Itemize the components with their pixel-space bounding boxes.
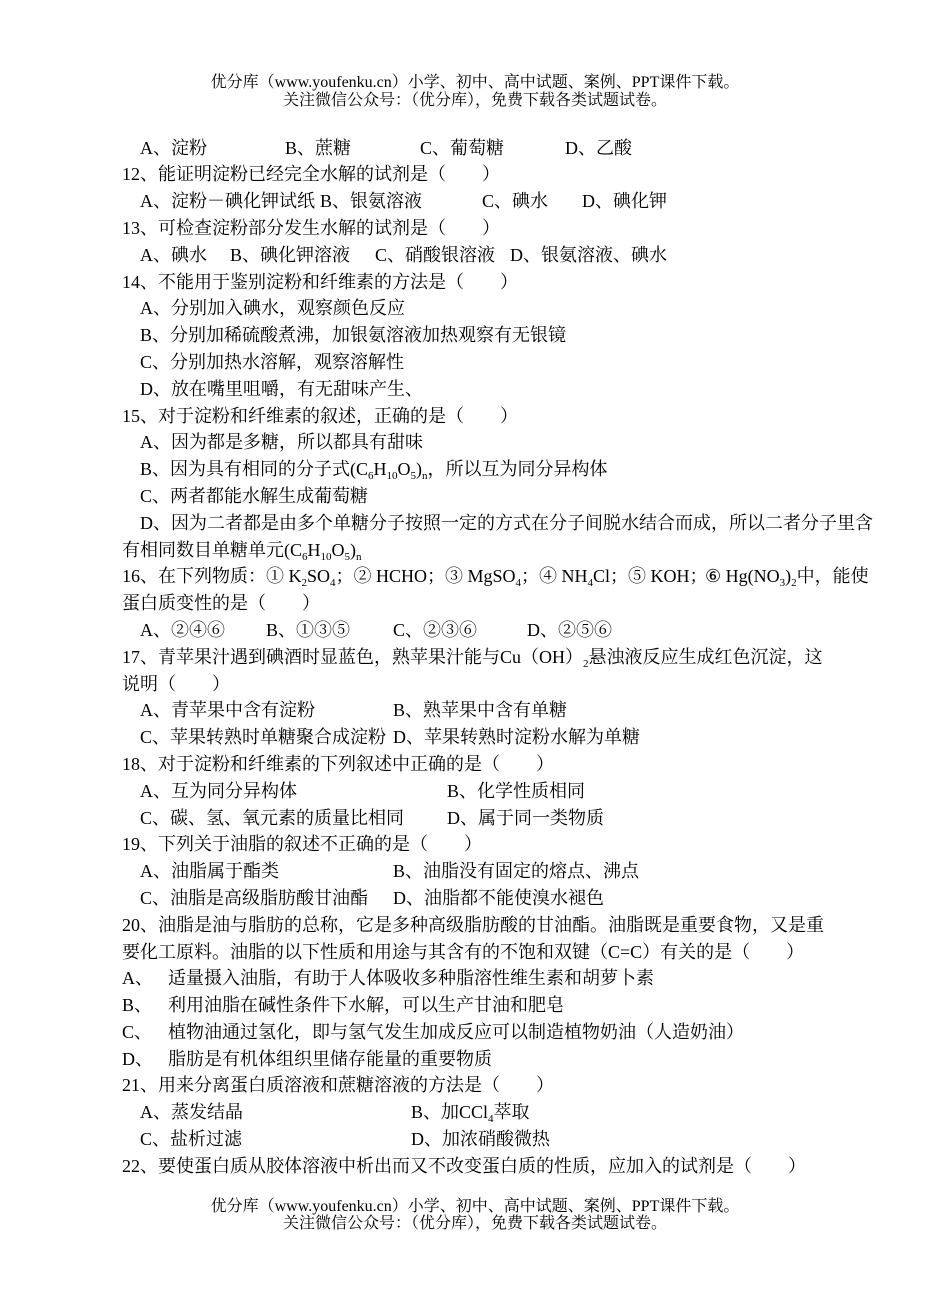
q14-option-b-row [0, 322, 950, 349]
q17-option-b: B、熟苹果中含有单糖 [393, 700, 568, 721]
q21-option-c: C、盐析过滤 [140, 1129, 243, 1150]
q11-option-a: A、淀粉 [140, 137, 207, 158]
q15-option-a-row [0, 429, 950, 456]
q13-option-d: D、银氨溶液、碘水 [510, 244, 667, 265]
q14-option-b: B、分别加稀硫酸煮沸，加银氨溶液加热观察有无银镜 [140, 325, 567, 346]
page-footer-line-2: 关注微信公众号：（优分库），免费下载各类试题试卷。 [282, 1215, 667, 1232]
q20-stem-row-2 [0, 939, 950, 966]
q19-options-row-2 [0, 885, 950, 912]
q15-option-d-line-2 [122, 537, 362, 564]
formula-subscript: 6 [302, 550, 308, 563]
q16-stem-text: 16、在下列物质：① K [122, 566, 302, 587]
q18-stem-row [0, 751, 950, 778]
q21-options-row-1 [0, 1099, 950, 1126]
page-footer-line-1: 优分库（www.youfenku.cn）小学、初中、高中试题、案例、PPT课件下载。 [210, 1198, 740, 1215]
q19-options-row-1 [0, 858, 950, 885]
q18-stem: 18、对于淀粉和纤维素的下列叙述中正确的是（ ） [122, 753, 554, 774]
q21-option-b-text: 萃取 [493, 1102, 530, 1123]
q14-stem-row [0, 269, 950, 296]
q13-option-c: C、硝酸银溶液 [375, 244, 496, 265]
formula-subscript: 6 [368, 470, 374, 483]
q19-option-b: B、油脂没有固定的熔点、沸点 [393, 861, 640, 882]
q16-option-c: C、②③⑥ [393, 619, 478, 640]
q16-option-b: B、①③⑤ [266, 619, 351, 640]
q17-stem-row [0, 644, 950, 671]
q20-stem-line-2: 要化工原料。油脂的以下性质和用途与其含有的不饱和双键（C=C）有关的是（ ） [122, 941, 805, 962]
q15-option-d-text: H [307, 539, 321, 560]
formula-subscript: 2 [583, 657, 589, 670]
q12-options-row [0, 188, 950, 215]
q20-option-c-row [0, 1019, 950, 1046]
q13-stem: 13、可检查淀粉部分发生水解的试剂是（ ） [122, 217, 500, 238]
q19-stem: 19、下列关于油脂的叙述不正确的是（ ） [122, 834, 482, 855]
q20-option-b-text: 利用油脂在碱性条件下水解，可以生产甘油和肥皂 [168, 995, 564, 1016]
formula-subscript: 3 [779, 577, 786, 590]
q18-options-row-1 [0, 778, 950, 805]
q12-stem-row [0, 161, 950, 188]
q17-stem-row-2 [0, 671, 950, 698]
q13-option-b: B、碘化钾溶液 [230, 244, 351, 265]
formula-subscript: 10 [386, 470, 398, 483]
q15-option-b-row [0, 456, 950, 483]
q15-option-b-text: H [373, 459, 387, 480]
q18-option-d: D、属于同一类物质 [447, 807, 604, 828]
q14-option-a: A、分别加入碘水，观察颜色反应 [140, 298, 405, 319]
q20-option-c-text: 植物油通过氢化，即与氢气发生加成反应可以制造植物奶油（人造奶油） [168, 1021, 744, 1042]
q12-option-a: A、淀粉－碘化钾试纸 [140, 191, 315, 212]
q21-option-d: D、加浓硝酸微热 [411, 1129, 550, 1150]
q20-option-a-row [0, 965, 950, 992]
q16-option-d: D、②⑤⑥ [527, 619, 612, 640]
page-header-line-2: 关注微信公众号：（优分库），免费下载各类试题试卷。 [282, 92, 667, 109]
q16-stem-text: ) [785, 566, 792, 587]
formula-subscript: 10 [320, 550, 332, 563]
q20-option-a-text: 适量摄入油脂，有助于人体吸收多种脂溶性维生素和胡萝卜素 [168, 968, 654, 989]
q14-option-c-row [0, 349, 950, 376]
q20-stem-line-1: 20、油脂是油与脂肪的总称，它是多种高级脂肪酸的甘油酯。油脂既是重要食物，又是重 [122, 914, 824, 935]
q17-stem-text: 17、青苹果汁遇到碘酒时显蓝色，熟苹果汁能与Cu（OH） [122, 646, 584, 667]
q14-option-a-row [0, 295, 950, 322]
formula-subscript: 2 [791, 577, 797, 590]
q19-stem-row [0, 831, 950, 858]
formula-subscript: 4 [488, 1113, 494, 1126]
q21-option-b [411, 1099, 530, 1126]
q20-option-a-label: A、 [122, 968, 153, 989]
q13-stem-row [0, 215, 950, 242]
q15-option-b [140, 456, 608, 483]
q21-option-a: A、蒸发结晶 [140, 1102, 243, 1123]
q17-stem-line-1 [122, 644, 823, 671]
formula-subscript: 2 [301, 577, 307, 590]
q21-stem-row [0, 1072, 950, 1099]
q18-options-row-2 [0, 805, 950, 832]
q15-option-c: C、两者都能水解生成葡萄糖 [140, 485, 369, 506]
q17-stem-line-2: 说明（ ） [122, 673, 230, 694]
q20-option-d-text: 脂肪是有机体组织里储存能量的重要物质 [168, 1048, 492, 1069]
q19-option-c: C、油脂是高级脂肪酸甘油酯 [140, 887, 369, 908]
q16-option-a: A、②④⑥ [140, 619, 225, 640]
q18-option-a: A、互为同分异构体 [140, 780, 297, 801]
q21-stem: 21、用来分离蛋白质溶液和蔗糖溶液的方法是（ ） [122, 1075, 554, 1096]
q15-option-b-text: O [397, 459, 411, 480]
q15-option-d-line-1: D、因为二者都是由多个单糖分子按照一定的方式在分子间脱水结合而成，所以二者分子里含 [140, 512, 873, 533]
formula-subscript: 4 [587, 577, 594, 590]
q20-option-d-label: D、 [122, 1048, 153, 1069]
q17-options-row-1 [0, 697, 950, 724]
q16-stem-text: ；④ NH [521, 566, 588, 587]
q17-stem-text: 悬浊液反应生成红色沉淀，这 [588, 646, 823, 667]
q12-option-b: B、银氨溶液 [320, 191, 423, 212]
q20-option-b-label: B、 [122, 995, 153, 1016]
q16-stem-part-2 [705, 563, 869, 590]
q14-option-d-row [0, 376, 950, 403]
question-list [0, 135, 950, 1180]
formula-subscript: 5 [344, 550, 350, 563]
formula-subscript: n [356, 550, 362, 563]
formula-subscript: 4 [515, 577, 522, 590]
q14-option-d: D、放在嘴里咀嚼，有无甜味产生、 [140, 378, 423, 399]
q15-option-d-text: 有相同数目单糖单元(C [122, 539, 302, 560]
q22-stem-row [0, 1153, 950, 1180]
q20-stem-row [0, 912, 950, 939]
q12-option-d: D、碘化钾 [582, 191, 667, 212]
q14-stem: 14、不能用于鉴别淀粉和纤维素的方法是（ ） [122, 271, 518, 292]
q16-stem-text: 中，能使 [796, 566, 869, 587]
q18-option-c: C、碳、氢、氧元素的质量比相同 [140, 807, 405, 828]
q15-option-c-row [0, 483, 950, 510]
q16-stem-row-2 [0, 590, 950, 617]
q15-option-d-text: ) [350, 539, 356, 560]
q15-option-b-text: ) [416, 459, 423, 480]
q16-options-row [0, 617, 950, 644]
q21-options-row-2 [0, 1126, 950, 1153]
q20-option-c-label: C、 [122, 1021, 153, 1042]
q19-option-a: A、油脂属于酯类 [140, 861, 279, 882]
q16-stem-text: ⑥ Hg(NO [705, 566, 780, 587]
q20-option-b-row [0, 992, 950, 1019]
q15-stem: 15、对于淀粉和纤维素的叙述，正确的是（ ） [122, 405, 518, 426]
q15-option-d-text: O [331, 539, 345, 560]
q17-option-a: A、青苹果中含有淀粉 [140, 700, 315, 721]
q21-option-b-text: B、加CCl [411, 1102, 489, 1123]
q18-option-b: B、化学性质相同 [447, 780, 586, 801]
q15-option-d-row [0, 510, 950, 537]
q16-stem-part-1 [122, 563, 708, 590]
q16-stem-text: ；② HCHO；③ MgSO [335, 566, 516, 587]
q12-stem: 12、能证明淀粉已经完全水解的试剂是（ ） [122, 164, 500, 185]
q11-option-c: C、葡萄糖 [420, 137, 505, 158]
q19-option-d: D、油脂都不能使溴水褪色 [393, 887, 604, 908]
q16-stem-row [0, 563, 950, 590]
formula-subscript: 5 [410, 470, 417, 483]
q15-option-b-text: ，所以互为同分异构体 [427, 459, 608, 480]
page-header-line-1: 优分库（www.youfenku.cn）小学、初中、高中试题、案例、PPT课件下载。 [210, 74, 740, 91]
q22-stem: 22、要使蛋白质从胶体溶液中析出而又不改变蛋白质的性质，应加入的试剂是（ ） [122, 1155, 806, 1176]
q15-option-d-row-2 [0, 537, 950, 564]
q15-stem-row [0, 403, 950, 430]
q16-stem-text: Cl；⑤ KOH； [593, 566, 708, 587]
q20-option-d-row [0, 1046, 950, 1073]
q11-option-b: B、蔗糖 [285, 137, 352, 158]
q16-stem-line-2: 蛋白质变性的是（ ） [122, 593, 320, 614]
q13-options-row [0, 242, 950, 269]
q15-option-a: A、因为都是多糖，所以都具有甜味 [140, 432, 423, 453]
q17-options-row-2 [0, 724, 950, 751]
q15-option-b-text: B、因为具有相同的分子式(C [140, 459, 369, 480]
formula-subscript: n [422, 470, 428, 483]
formula-subscript: 4 [330, 577, 336, 590]
q17-option-c: C、苹果转熟时单糖聚合成淀粉 [140, 727, 387, 748]
q17-option-d: D、苹果转熟时淀粉水解为单糖 [393, 727, 640, 748]
q11-options-row [0, 135, 950, 162]
q13-option-a: A、碘水 [140, 244, 207, 265]
q16-stem-text: SO [307, 566, 331, 587]
q11-option-d: D、乙酸 [565, 137, 632, 158]
q14-option-c: C、分别加热水溶解，观察溶解性 [140, 351, 405, 372]
q12-option-c: C、碘水 [482, 191, 549, 212]
